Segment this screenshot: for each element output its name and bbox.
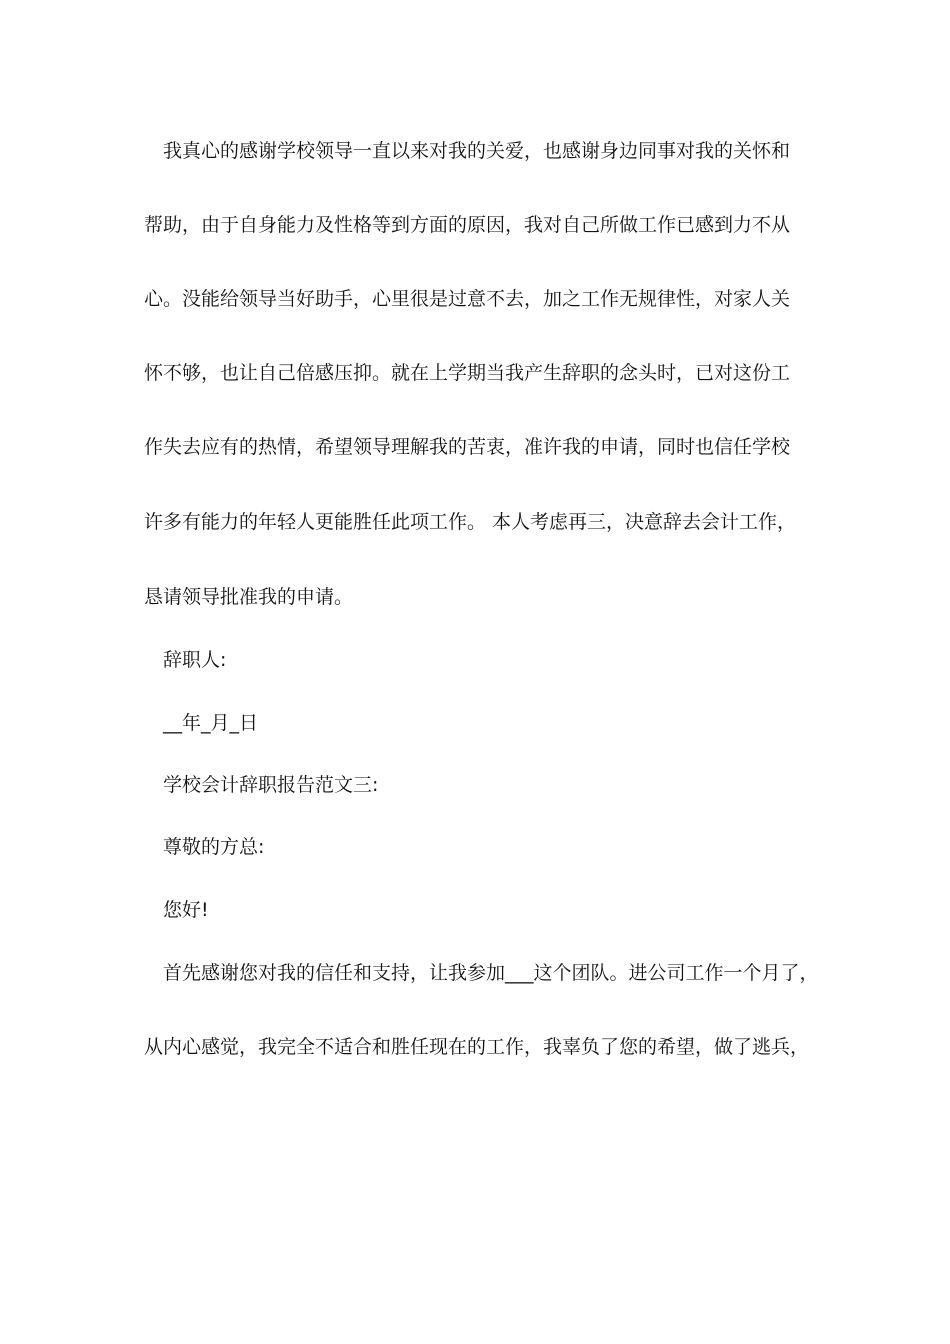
date-line: __年_月_日: [163, 712, 259, 734]
paragraph-line: 心。没能给领导当好助手，心里很是过意不去，加之工作无规律性，对家人关: [144, 288, 791, 310]
paragraph-line: 帮助，由于自身能力及性格等到方面的原因，我对自己所做工作已感到力不从: [144, 214, 791, 236]
signature-line: 辞职人:: [163, 649, 227, 671]
paragraph-line: 怀不够，也让自己倍感压抑。就在上学期当我产生辞职的念头时，已对这份工: [144, 362, 791, 384]
paragraph-line: 从内心感觉，我完全不适合和胜任现在的工作，我辜负了您的希望，做了逃兵，: [144, 1036, 810, 1058]
section-title: 学校会计辞职报告范文三:: [163, 774, 379, 796]
paragraph-line: 我真心的感谢学校领导一直以来对我的关爱，也感谢身边同事对我的关怀和: [163, 140, 791, 162]
paragraph-line: 恳请领导批准我的申请。: [144, 586, 354, 608]
paragraph-line: 许多有能力的年轻人更能胜任此项工作。 本人考虑再三，决意辞去会计工作，: [144, 511, 797, 533]
salutation: 尊敬的方总:: [163, 836, 265, 858]
greeting: 您好!: [163, 899, 209, 921]
paragraph-line: 作失去应有的热情，希望领导理解我的苦衷，准许我的申请，同时也信任学校: [144, 436, 791, 458]
paragraph-line: 首先感谢您对我的信任和支持，让我参加___这个团队。进公司工作一个月了，: [163, 962, 819, 984]
